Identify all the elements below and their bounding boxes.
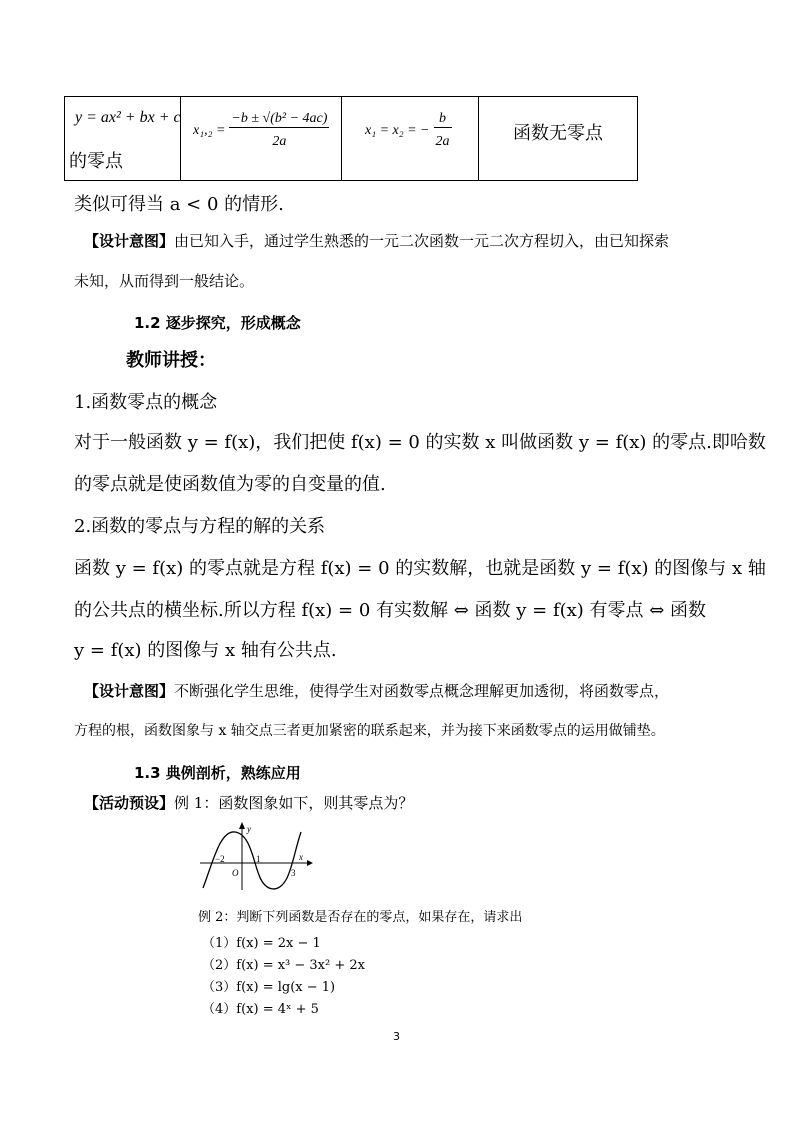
tick-label-1: 1 xyxy=(256,854,261,864)
concept-2-title: 2.函数的零点与方程的解的关系 xyxy=(74,516,326,537)
design-intent-1 xyxy=(84,230,669,251)
activity-text: 例 1：函数图象如下，则其零点为？ xyxy=(174,794,414,812)
example-2-item: （1）f(x) = 2x − 1 xyxy=(202,936,321,951)
example-2-item: （3）f(x) = lg(x − 1) xyxy=(202,980,336,995)
x-axis-arrow xyxy=(307,860,313,866)
design-intent-2-continued: 方程的根，函数图象与 x 轴交点三者更加紧密的联系起来，并为接下来函数零点的运用做铺垫。 xyxy=(74,723,665,739)
table-divider xyxy=(341,97,342,180)
concept-1-line-1: 对于一般函数 y = f(x)，我们把使 f(x) = 0 的实数 x 叫做函数 y = f(x) 的零点.即哈数 xyxy=(74,432,766,453)
example-2-item: （2）f(x) = x³ − 3x² + 2x xyxy=(202,958,365,973)
example-2-item: （4）f(x) = 4ˣ + 5 xyxy=(202,1002,319,1017)
teacher-lecture-heading: 教师讲授： xyxy=(126,350,216,371)
table-divider xyxy=(478,97,479,180)
roots-denominator: 2a xyxy=(272,134,287,149)
concept-2-line-3: y = f(x) 的图像与 x 轴有公共点. xyxy=(74,640,337,661)
zero-point-table xyxy=(64,96,638,181)
double-root-numerator: b xyxy=(434,111,452,128)
design-intent-text: 不断强化学生思维，使得学生对函数零点概念理解更加透彻，将函数零点， xyxy=(174,682,670,700)
function-graph xyxy=(195,820,320,895)
y-axis-label: y xyxy=(247,824,251,834)
roots-fraction xyxy=(229,111,329,150)
page-number: 3 xyxy=(393,1030,400,1043)
concept-2-line-1: 函数 y = f(x) 的零点就是方程 f(x) = 0 的实数解，也就是函数 y = f(x) 的图像与 x 轴 xyxy=(74,558,766,579)
tick-label-3: 3 xyxy=(291,868,296,878)
example-2-title: 例 2：判断下列函数是否存在的零点，如果存在，请求出 xyxy=(198,910,523,925)
tick-label-neg2: −2 xyxy=(215,854,225,864)
y-axis-arrow xyxy=(239,822,245,829)
table-cell-double-root xyxy=(365,111,452,150)
double-root-fraction xyxy=(434,111,452,150)
activity-tag: 【活动预设】 xyxy=(84,794,175,812)
table-cell-label: 的零点 xyxy=(69,151,123,172)
concept-2-line-2: 的公共点的横坐标.所以方程 f(x) = 0 有实数解 ⇔ 函数 y = f(x) 有零点 ⇔ 函数 xyxy=(74,600,707,621)
design-intent-tag: 【设计意图】 xyxy=(84,682,175,700)
design-intent-tag: 【设计意图】 xyxy=(84,232,175,250)
table-cell-roots xyxy=(193,111,329,150)
roots-numerator: −b ± √(b² − 4ac) xyxy=(231,111,328,126)
design-intent-text: 由已知入手，通过学生熟悉的一元二次函数一元二次方程切入，由已知探索 xyxy=(174,232,670,250)
double-root-denominator: 2a xyxy=(435,134,450,149)
roots-lhs: x₁,₂ = xyxy=(193,122,226,138)
origin-label: O xyxy=(232,868,239,878)
table-cell-no-zero: 函数无零点 xyxy=(513,123,603,144)
section-heading-1-3: 1.3 典例剖析，熟练应用 xyxy=(134,764,301,782)
section-heading-1-2: 1.2 逐步探究，形成概念 xyxy=(134,314,301,332)
table-cell-quadratic: y = ax² + bx + c xyxy=(75,109,181,126)
concept-1-line-2: 的零点就是使函数值为零的自变量的值. xyxy=(74,474,386,495)
concept-1-title: 1.函数零点的概念 xyxy=(74,392,218,413)
design-intent-2 xyxy=(84,680,669,701)
x-axis-label: x xyxy=(299,852,303,862)
design-intent-1-continued: 未知，从而得到一般结论。 xyxy=(74,272,255,290)
double-root-lhs: x₁ = x₂ = − xyxy=(365,122,430,138)
activity-preset xyxy=(84,792,413,813)
paragraph-similar-case: 类似可得当 a < 0 的情形. xyxy=(74,194,284,215)
